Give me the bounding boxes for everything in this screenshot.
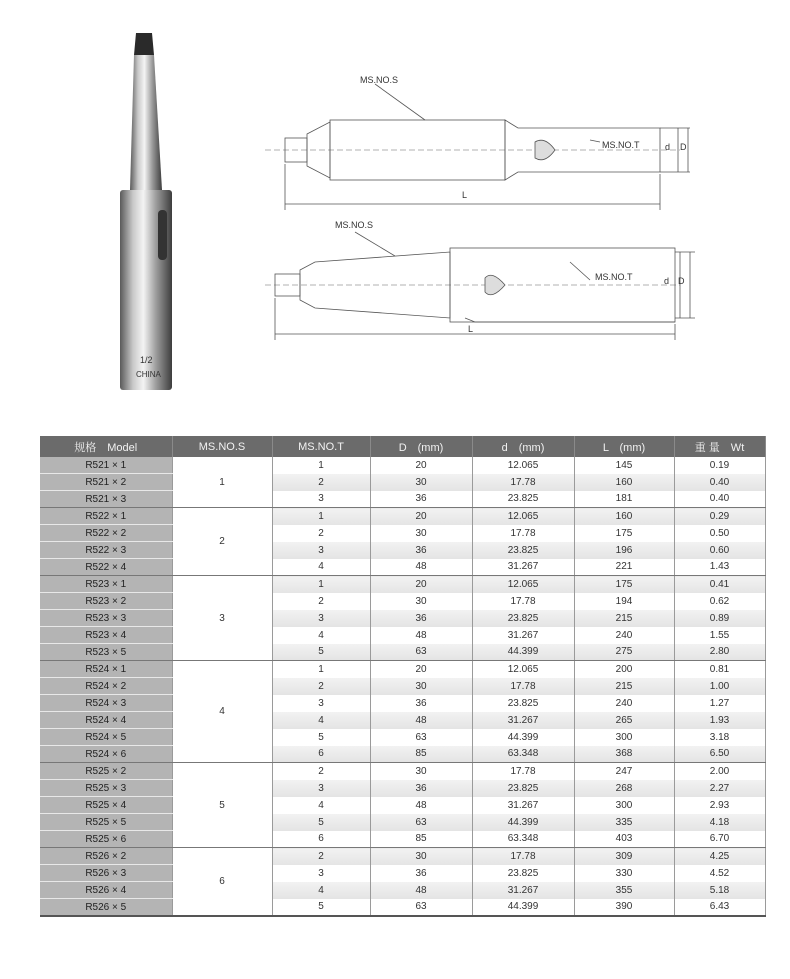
- header-length: L (mm): [574, 436, 674, 457]
- table-row: [40, 525, 765, 542]
- header-d-inner: d (mm): [472, 436, 574, 457]
- table-row: [40, 559, 765, 576]
- cell-length: 196: [574, 542, 674, 559]
- label-d-large-bottom: D: [678, 276, 685, 286]
- cell-length: 300: [574, 729, 674, 746]
- cell-length: 215: [574, 610, 674, 627]
- cell-d-inner: 31.267: [472, 559, 574, 576]
- cell-d-inner: 17.78: [472, 678, 574, 695]
- cell-model: R521 × 2: [40, 474, 172, 491]
- cell-d-outer: 48: [370, 882, 472, 899]
- cell-ms-no-t: 6: [272, 746, 370, 763]
- cell-d-outer: 63: [370, 814, 472, 831]
- cell-ms-no-t: 3: [272, 610, 370, 627]
- cell-d-outer: 20: [370, 508, 472, 525]
- cell-d-outer: 36: [370, 491, 472, 508]
- cell-length: 200: [574, 661, 674, 678]
- cell-d-inner: 44.399: [472, 814, 574, 831]
- cell-model: R526 × 2: [40, 848, 172, 865]
- cell-model: R523 × 2: [40, 593, 172, 610]
- cell-length: 300: [574, 797, 674, 814]
- cell-length: 145: [574, 457, 674, 474]
- cell-d-outer: 48: [370, 797, 472, 814]
- cell-ms-no-t: 1: [272, 576, 370, 593]
- cell-length: 275: [574, 644, 674, 661]
- cell-d-outer: 85: [370, 746, 472, 763]
- cell-model: R523 × 5: [40, 644, 172, 661]
- cell-ms-no-t: 4: [272, 712, 370, 729]
- cell-d-inner: 23.825: [472, 610, 574, 627]
- cell-model: R524 × 2: [40, 678, 172, 695]
- cell-length: 175: [574, 525, 674, 542]
- cell-length: 268: [574, 780, 674, 797]
- cell-weight: 0.60: [674, 542, 765, 559]
- cell-d-outer: 36: [370, 542, 472, 559]
- cell-d-inner: 17.78: [472, 848, 574, 865]
- cell-model: R524 × 1: [40, 661, 172, 678]
- table-row: [40, 899, 765, 917]
- cell-length: 247: [574, 763, 674, 780]
- table-row: [40, 848, 765, 865]
- cell-d-outer: 48: [370, 627, 472, 644]
- header-ms-no-s: MS.NO.S: [172, 436, 272, 457]
- cell-weight: 0.89: [674, 610, 765, 627]
- cell-length: 160: [574, 508, 674, 525]
- label-d-small-bottom: d: [664, 276, 670, 286]
- cell-length: 215: [574, 678, 674, 695]
- cell-d-outer: 30: [370, 593, 472, 610]
- label-l-top: L: [462, 190, 468, 200]
- cell-model: R525 × 3: [40, 780, 172, 797]
- cell-model: R522 × 1: [40, 508, 172, 525]
- cell-length: 240: [574, 695, 674, 712]
- cell-ms-no-t: 1: [272, 661, 370, 678]
- table-body: [40, 457, 765, 916]
- cell-model: R524 × 6: [40, 746, 172, 763]
- header-weight: 重 量 Wt: [674, 436, 765, 457]
- table-row: [40, 780, 765, 797]
- cell-length: 265: [574, 712, 674, 729]
- cell-ms-no-s: 2: [172, 508, 272, 576]
- table-row: [40, 865, 765, 882]
- table-row: [40, 831, 765, 848]
- cell-model: R521 × 3: [40, 491, 172, 508]
- label-ms-no-t-bottom: MS.NO.T: [595, 272, 633, 282]
- cell-ms-no-t: 5: [272, 644, 370, 661]
- cell-d-outer: 48: [370, 559, 472, 576]
- cell-weight: 0.62: [674, 593, 765, 610]
- cell-d-outer: 36: [370, 780, 472, 797]
- cell-ms-no-t: 2: [272, 525, 370, 542]
- table-row: [40, 797, 765, 814]
- cell-length: 355: [574, 882, 674, 899]
- cell-weight: 1.43: [674, 559, 765, 576]
- cell-model: R525 × 4: [40, 797, 172, 814]
- photo-engraving-2: CHINA: [136, 370, 161, 379]
- cell-d-inner: 31.267: [472, 797, 574, 814]
- cell-ms-no-t: 2: [272, 763, 370, 780]
- cell-model: R526 × 4: [40, 882, 172, 899]
- table-row: [40, 610, 765, 627]
- cell-ms-no-t: 5: [272, 814, 370, 831]
- cell-ms-no-t: 2: [272, 474, 370, 491]
- table-row: [40, 576, 765, 593]
- cell-d-inner: 44.399: [472, 729, 574, 746]
- cell-d-inner: 31.267: [472, 712, 574, 729]
- cell-ms-no-t: 4: [272, 797, 370, 814]
- table-row: [40, 882, 765, 899]
- cell-d-inner: 17.78: [472, 593, 574, 610]
- drawing-bottom: [260, 210, 700, 350]
- table-row: [40, 593, 765, 610]
- cell-d-inner: 44.399: [472, 899, 574, 917]
- table-row: [40, 661, 765, 678]
- cell-weight: 3.18: [674, 729, 765, 746]
- cell-model: R523 × 4: [40, 627, 172, 644]
- cell-weight: 2.27: [674, 780, 765, 797]
- cell-ms-no-t: 1: [272, 508, 370, 525]
- cell-length: 194: [574, 593, 674, 610]
- cell-model: R522 × 4: [40, 559, 172, 576]
- cell-weight: 1.27: [674, 695, 765, 712]
- cell-model: R523 × 1: [40, 576, 172, 593]
- cell-ms-no-t: 3: [272, 780, 370, 797]
- cell-d-inner: 63.348: [472, 746, 574, 763]
- cell-length: 181: [574, 491, 674, 508]
- cell-d-inner: 23.825: [472, 542, 574, 559]
- cell-d-inner: 44.399: [472, 644, 574, 661]
- cell-weight: 2.93: [674, 797, 765, 814]
- cell-d-inner: 12.065: [472, 457, 574, 474]
- table-row: [40, 729, 765, 746]
- table-row: [40, 712, 765, 729]
- cell-d-outer: 20: [370, 457, 472, 474]
- header-model: 规格 Model: [40, 436, 172, 457]
- cell-ms-no-t: 2: [272, 593, 370, 610]
- cell-model: R525 × 2: [40, 763, 172, 780]
- cell-length: 390: [574, 899, 674, 917]
- cell-ms-no-t: 1: [272, 457, 370, 474]
- cell-weight: 1.93: [674, 712, 765, 729]
- cell-d-inner: 23.825: [472, 865, 574, 882]
- cell-weight: 6.70: [674, 831, 765, 848]
- cell-weight: 2.00: [674, 763, 765, 780]
- table-row: [40, 457, 765, 474]
- table-row: [40, 678, 765, 695]
- table-row: [40, 814, 765, 831]
- cell-ms-no-t: 3: [272, 491, 370, 508]
- table-row: [40, 491, 765, 508]
- spec-table: [40, 436, 766, 917]
- table-row: [40, 474, 765, 491]
- cell-length: 330: [574, 865, 674, 882]
- cell-d-inner: 31.267: [472, 882, 574, 899]
- cell-length: 403: [574, 831, 674, 848]
- cell-d-outer: 30: [370, 474, 472, 491]
- cell-d-outer: 30: [370, 763, 472, 780]
- cell-model: R525 × 6: [40, 831, 172, 848]
- table-row: [40, 542, 765, 559]
- cell-length: 175: [574, 576, 674, 593]
- cell-weight: 0.81: [674, 661, 765, 678]
- cell-d-inner: 31.267: [472, 627, 574, 644]
- cell-d-inner: 63.348: [472, 831, 574, 848]
- table-row: [40, 644, 765, 661]
- cell-weight: 1.55: [674, 627, 765, 644]
- cell-model: R522 × 2: [40, 525, 172, 542]
- cell-d-outer: 20: [370, 576, 472, 593]
- cell-length: 335: [574, 814, 674, 831]
- cell-d-outer: 20: [370, 661, 472, 678]
- cell-weight: 0.29: [674, 508, 765, 525]
- table-row: [40, 695, 765, 712]
- product-photo: [100, 25, 210, 405]
- cell-length: 309: [574, 848, 674, 865]
- cell-ms-no-t: 3: [272, 695, 370, 712]
- drawing-top: [260, 70, 700, 210]
- label-ms-no-t-top: MS.NO.T: [602, 140, 640, 150]
- cell-d-outer: 63: [370, 899, 472, 917]
- photo-engraving-1: 1/2: [140, 355, 153, 365]
- table-row: [40, 746, 765, 763]
- cell-weight: 4.18: [674, 814, 765, 831]
- cell-ms-no-s: 3: [172, 576, 272, 661]
- cell-length: 240: [574, 627, 674, 644]
- cell-weight: 0.50: [674, 525, 765, 542]
- cell-d-outer: 36: [370, 695, 472, 712]
- cell-ms-no-t: 5: [272, 899, 370, 917]
- cell-weight: 0.41: [674, 576, 765, 593]
- cell-d-inner: 23.825: [472, 780, 574, 797]
- cell-ms-no-t: 4: [272, 882, 370, 899]
- header-d-outer: D (mm): [370, 436, 472, 457]
- cell-d-outer: 36: [370, 865, 472, 882]
- cell-d-outer: 85: [370, 831, 472, 848]
- cell-model: R521 × 1: [40, 457, 172, 474]
- cell-d-inner: 17.78: [472, 763, 574, 780]
- label-d-small-top: d: [665, 142, 671, 152]
- cell-d-outer: 30: [370, 525, 472, 542]
- cell-ms-no-t: 4: [272, 627, 370, 644]
- header-ms-no-t: MS.NO.T: [272, 436, 370, 457]
- cell-d-outer: 30: [370, 678, 472, 695]
- cell-weight: 2.80: [674, 644, 765, 661]
- cell-model: R522 × 3: [40, 542, 172, 559]
- cell-weight: 6.43: [674, 899, 765, 917]
- cell-ms-no-t: 3: [272, 542, 370, 559]
- cell-ms-no-t: 2: [272, 848, 370, 865]
- cell-weight: 1.00: [674, 678, 765, 695]
- cell-weight: 0.40: [674, 491, 765, 508]
- cell-d-inner: 12.065: [472, 661, 574, 678]
- cell-ms-no-s: 6: [172, 848, 272, 917]
- table-row: [40, 627, 765, 644]
- cell-d-inner: 17.78: [472, 474, 574, 491]
- cell-model: R524 × 5: [40, 729, 172, 746]
- cell-d-inner: 17.78: [472, 525, 574, 542]
- cell-model: R524 × 4: [40, 712, 172, 729]
- cell-length: 221: [574, 559, 674, 576]
- cell-model: R524 × 3: [40, 695, 172, 712]
- cell-weight: 4.25: [674, 848, 765, 865]
- cell-d-inner: 12.065: [472, 508, 574, 525]
- cell-ms-no-t: 5: [272, 729, 370, 746]
- cell-weight: 0.19: [674, 457, 765, 474]
- cell-ms-no-s: 5: [172, 763, 272, 848]
- cell-d-inner: 23.825: [472, 695, 574, 712]
- cell-d-outer: 63: [370, 644, 472, 661]
- cell-ms-no-s: 4: [172, 661, 272, 763]
- label-ms-no-s-bottom: MS.NO.S: [335, 220, 374, 230]
- cell-model: R526 × 3: [40, 865, 172, 882]
- cell-d-outer: 36: [370, 610, 472, 627]
- cell-ms-no-t: 3: [272, 865, 370, 882]
- cell-length: 160: [574, 474, 674, 491]
- cell-weight: 6.50: [674, 746, 765, 763]
- label-l-bottom: L: [468, 324, 474, 334]
- cell-ms-no-t: 6: [272, 831, 370, 848]
- label-ms-no-s-top: MS.NO.S: [360, 75, 399, 85]
- cell-model: R526 × 5: [40, 899, 172, 917]
- cell-d-inner: 12.065: [472, 576, 574, 593]
- cell-weight: 4.52: [674, 865, 765, 882]
- cell-model: R525 × 5: [40, 814, 172, 831]
- cell-weight: 0.40: [674, 474, 765, 491]
- cell-ms-no-t: 4: [272, 559, 370, 576]
- cell-weight: 5.18: [674, 882, 765, 899]
- cell-d-outer: 30: [370, 848, 472, 865]
- cell-model: R523 × 3: [40, 610, 172, 627]
- cell-ms-no-s: 1: [172, 457, 272, 508]
- cell-d-inner: 23.825: [472, 491, 574, 508]
- cell-ms-no-t: 2: [272, 678, 370, 695]
- cell-d-outer: 48: [370, 712, 472, 729]
- label-d-large-top: D: [680, 142, 687, 152]
- cell-length: 368: [574, 746, 674, 763]
- cell-d-outer: 63: [370, 729, 472, 746]
- table-row: [40, 508, 765, 525]
- table-row: [40, 763, 765, 780]
- table-header-row: [40, 436, 765, 457]
